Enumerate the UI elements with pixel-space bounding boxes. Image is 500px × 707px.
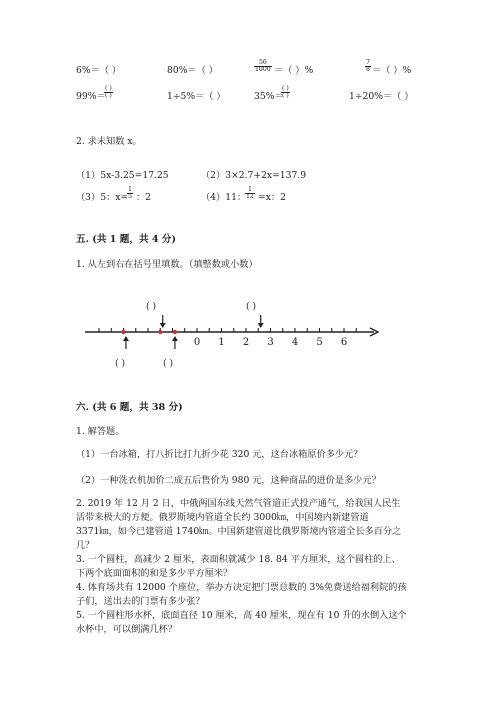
section-6-q1: 1. 解答题。 bbox=[76, 426, 125, 437]
section-6-q1b: （2）一种洗衣机加价二成五后售价为 980 元，这种商品的进价是多少元？ bbox=[76, 475, 381, 486]
equation-3: （3）5：x= bbox=[76, 192, 129, 203]
section-5-heading: 五. (共 1 题，共 4 分) bbox=[76, 234, 177, 245]
arrow-down-icon bbox=[160, 315, 166, 328]
blank-top-2: ( ) bbox=[246, 301, 257, 312]
blank-top-1: ( ) bbox=[146, 301, 157, 312]
equation-4: （4）11： bbox=[201, 192, 247, 203]
blank-bottom-1: ( ) bbox=[115, 358, 126, 369]
tick-label-2: 2 bbox=[242, 337, 250, 348]
section-6-q2-line3: 3371㎞，如今已建管道 1740㎞。中国新建管道比俄罗斯境内管道全长多百分之 bbox=[76, 526, 402, 537]
section-6-q4-line2: 子们，送出去的门票有多少张？ bbox=[76, 596, 205, 607]
oral-2c: 35%＝ bbox=[254, 91, 284, 102]
tick-label-3: 3 bbox=[267, 337, 274, 348]
oral-1a: 6%＝（ ） bbox=[76, 65, 122, 76]
tick-label-5: 5 bbox=[316, 337, 323, 348]
tick-label-0: 0 bbox=[193, 337, 201, 348]
tick-label-4: 4 bbox=[291, 337, 299, 348]
red-point bbox=[121, 330, 125, 334]
fraction-blank-c: ( ) ( ) bbox=[282, 85, 289, 100]
fraction-1-12: $\frac{1}{12}$ bbox=[246, 186, 254, 201]
blank-bottom-2: ( ) bbox=[163, 358, 174, 369]
section-6-q1a: （1）一台冰箱，打八折比打九折少花 320 元，这台冰箱原价多少元？ bbox=[76, 449, 363, 460]
oral-1c: ＝（ ）% bbox=[274, 65, 314, 76]
section-6-q5-line1: 5. 一个圆柱形水杯，底面直径 10 厘米，高 40 厘米，现在有 10 升的水倒入这个 bbox=[76, 610, 407, 621]
equation-1: （1）5x-3.25=17.25 bbox=[76, 170, 169, 181]
fraction-56-1000: $\frac{56}{1000}$ bbox=[255, 59, 271, 74]
red-point bbox=[158, 330, 162, 334]
oral-1d: ＝（ ）% bbox=[372, 65, 412, 76]
tick-label-6: 6 bbox=[340, 337, 348, 348]
section-5-q1: 1. 从左到右在括号里填数。（填整数或小数） bbox=[76, 259, 258, 270]
section-6-q5-line2: 水杯中，可以倒满几杯？ bbox=[76, 624, 178, 635]
arrow-up-icon bbox=[172, 336, 178, 349]
oral-2b: 1÷5%＝（ ） bbox=[167, 91, 226, 102]
fraction-7-8: $\frac{7}{8}$ bbox=[366, 59, 370, 74]
oral-1b: 80%＝（ ） bbox=[167, 65, 218, 76]
section-6-q2-line4: 几？ bbox=[76, 540, 95, 551]
equation-4-tail: =x：2 bbox=[258, 192, 286, 203]
section-6-q4-line1: 4. 体育场共有 12000 个座位，举办方决定把门票总数的 3%免费送给福利院的孩 bbox=[76, 582, 407, 593]
fraction-1-5: $\frac{1}{5}$ bbox=[128, 186, 132, 201]
section-6-q2-line2: 活带来极大的方便。俄罗斯境内管道全长约 3000㎞，中国境内新建管道 bbox=[76, 512, 369, 523]
q2-title: 2. 求未知数 x。 bbox=[76, 136, 142, 147]
tick-label-1: 1 bbox=[218, 337, 225, 348]
arrow-down-icon bbox=[258, 315, 264, 328]
section-6-q2-line1: 2. 2019 年 12 月 2 日，中俄两国东线天然气管道正式投产通气，给我国人民生 bbox=[76, 498, 401, 509]
section-6-q3-line1: 3. 一个圆柱，高减少 2 厘米，表面积就减少 18. 84 平方厘米，这个圆柱的上、 bbox=[76, 554, 401, 565]
arrow-up-icon bbox=[123, 336, 129, 349]
equation-3-tail: ：2 bbox=[136, 192, 152, 203]
red-point bbox=[173, 330, 177, 334]
section-6-q3-line2: 下两个底面面积的和是多少平方厘米？ bbox=[76, 568, 233, 579]
section-6-heading: 六. (共 6 题，共 38 分) bbox=[76, 402, 183, 413]
equation-2: （2）3×2.7+2x=137.9 bbox=[201, 170, 307, 181]
oral-2a: 99%＝ bbox=[76, 91, 106, 102]
oral-2d: 1÷20%＝（ ） bbox=[349, 91, 414, 102]
fraction-blank-a: ( ) ( ) bbox=[105, 85, 112, 100]
